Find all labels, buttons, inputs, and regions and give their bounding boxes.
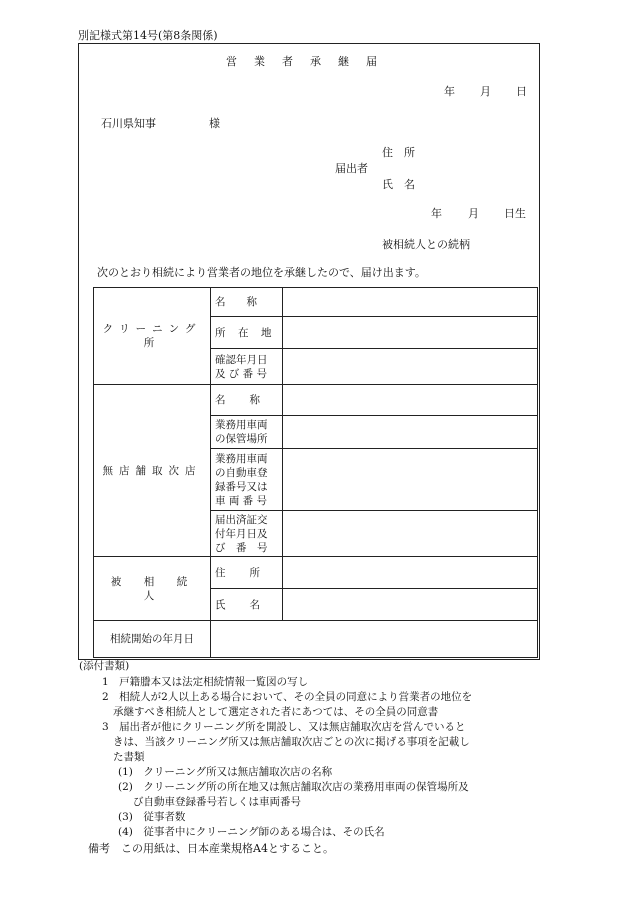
form-title: 営業者承継届 <box>226 55 394 68</box>
attachment-item: 1 戸籍謄本又は法定相続情報一覧図の写し <box>102 676 309 688</box>
row-label: 名 称 <box>211 385 283 416</box>
value-field[interactable] <box>283 557 538 589</box>
attachment-item: 承継すべき相続人として選定された者にあつては、その全員の同意書 <box>113 706 439 718</box>
birth-day-label: 日生 <box>504 207 526 220</box>
relation-label: 被相続人との続柄 <box>382 238 470 251</box>
row-label: 氏 名 <box>211 589 283 621</box>
attachment-item: (1) クリーニング所又は無店舗取次店の名称 <box>118 766 333 778</box>
value-field[interactable] <box>283 317 538 349</box>
addressee-title: 石川県知事 <box>101 117 156 130</box>
addressee-honorific: 様 <box>209 117 220 130</box>
row-label: 届出済証交 付年月日及 び 番 号 <box>211 511 283 557</box>
attachment-item: 2 相続人が2人以上ある場合において、その全員の同意により営業者の地位を <box>102 691 473 703</box>
day-label: 日 <box>516 85 527 98</box>
attachment-item: (3) 従事者数 <box>118 811 186 823</box>
start-date-field[interactable] <box>211 621 538 658</box>
attachment-item: (2) クリーニング所の所在地又は無店舗取次店の業務用車両の保管場所及 <box>118 781 469 793</box>
attachment-item: び自動車登録番号若しくは車両番号 <box>133 796 301 808</box>
form-box <box>78 43 540 660</box>
section-agency: 無店舗取次店 <box>94 385 211 557</box>
remarks: 備考 この用紙は、日本産業規格A4とすること。 <box>88 842 334 855</box>
attachments-title: (添付書類) <box>79 660 130 672</box>
year-label: 年 <box>444 85 455 98</box>
value-field[interactable] <box>283 416 538 449</box>
name-label: 氏 名 <box>382 178 415 191</box>
attachment-item: きは、当該クリーニング所又は無店舗取次店ごとの次に掲げる事項を記載し <box>113 736 470 748</box>
attachment-item: (4) 従事者中にクリーニング師のある場合は、その氏名 <box>118 826 385 838</box>
value-field[interactable] <box>283 511 538 557</box>
month-label: 月 <box>480 85 491 98</box>
intro-text: 次のとおり相続により営業者の地位を承継したので、届け出ます。 <box>97 266 426 279</box>
value-field[interactable] <box>283 385 538 416</box>
value-field[interactable] <box>283 288 538 317</box>
value-field[interactable] <box>283 349 538 385</box>
section-decedent: 被 相 続 人 <box>94 557 211 621</box>
row-label: 確認年月日 及 び 番 号 <box>211 349 283 385</box>
section-cleaning-shop: クリーニング所 <box>94 288 211 385</box>
attachment-item: た書類 <box>113 751 145 763</box>
row-label: 業務用車両 の自動車登 録番号又は 車 両 番 号 <box>211 449 283 511</box>
form-number: 別記様式第14号(第8条関係) <box>78 29 218 42</box>
row-label: 業務用車両 の保管場所 <box>211 416 283 449</box>
birth-year-label: 年 <box>431 207 442 220</box>
row-label: 所 在 地 <box>211 317 283 349</box>
birth-month-label: 月 <box>468 207 479 220</box>
details-table <box>93 287 538 658</box>
row-label: 名 称 <box>211 288 283 317</box>
start-date-label: 相続開始の年月日 <box>94 621 211 658</box>
birth-date <box>431 205 526 221</box>
attachment-item: 3 届出者が他にクリーニング所を開設し、又は無店舗取次店を営んでいると <box>102 721 466 733</box>
row-label: 住 所 <box>211 557 283 589</box>
submission-date <box>444 83 527 99</box>
value-field[interactable] <box>283 449 538 511</box>
address-label: 住 所 <box>382 146 415 159</box>
value-field[interactable] <box>283 589 538 621</box>
applicant-label: 届出者 <box>335 162 368 175</box>
addressee <box>101 115 220 131</box>
